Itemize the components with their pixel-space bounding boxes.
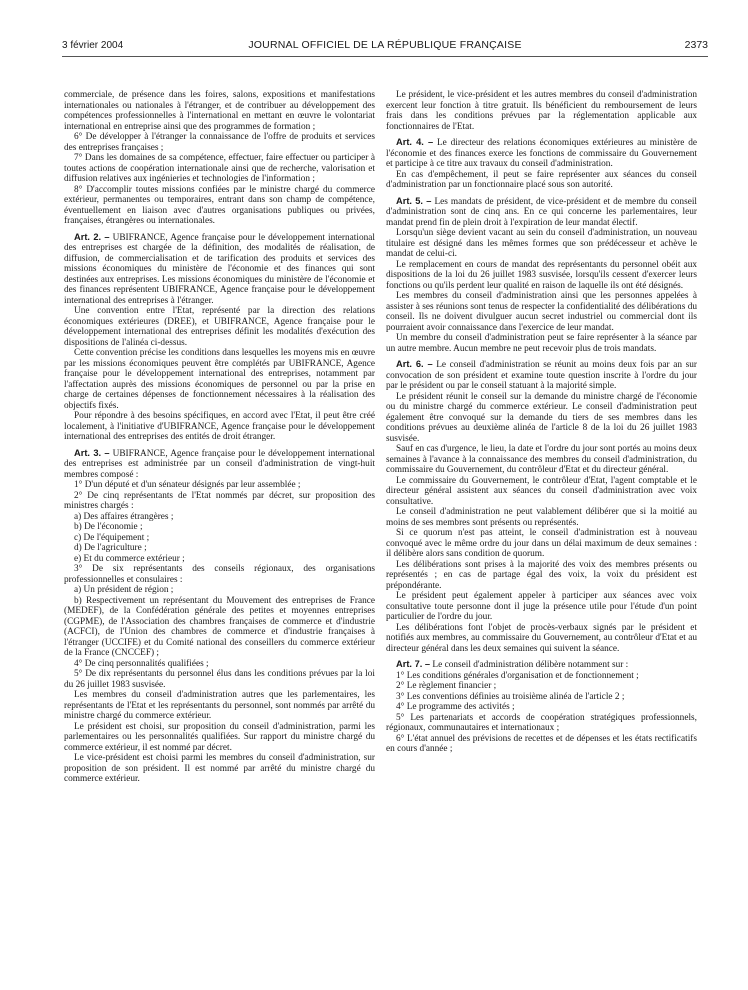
paragraph <box>64 554 375 565</box>
paragraph-text: a) Un président de région ; <box>74 585 174 595</box>
left-column <box>64 90 375 980</box>
paragraph-text: commerciale, de présence dans les foires, salons, expositions et manifestations internationales ou nationales à l'étranger, et de contribuer au développement des compétences professionnelles à l'international en mettant en œuvre le volontariat international en entreprise ainsi que des programmes de formation ; <box>64 90 375 132</box>
paragraph <box>386 170 697 191</box>
paragraph-text: 7° Dans les domaines de sa compétence, effectuer, faire effectuer ou participer à toutes actions de coopération internationale ainsi que de recherche, valorisation et diffusion relatives aux ingénieries et technologies de l'information ; <box>64 153 375 184</box>
paragraph <box>386 623 697 655</box>
paragraph <box>386 444 697 476</box>
paragraph-text: Cette convention précise les conditions dans lesquelles les moyens mis en œuvre par les missions économiques peuvent être complétés par UBIFRANCE, Agence française pour le développement international des entreprises, notamment par l'affectation auprès des missions économiques de personnel ou par la prise en charge de certaines dépenses de fonctionnement nécessaires à la réalisation des objectifs fixés. <box>64 348 375 411</box>
paragraph <box>386 196 697 229</box>
paragraph-text: En cas d'empêchement, il peut se faire représenter aux séances du conseil d'administration par un fonctionnaire placé sous son autorité. <box>386 169 697 190</box>
paragraph <box>386 671 697 682</box>
paragraph-text: Sauf en cas d'urgence, le lieu, la date et l'ordre du jour sont portés au moins deux semaines à l'avance à la connaissance des membres du conseil d'administration, du commissaire du Gouvernement, du contrôleur d'Etat et du directeur général. <box>386 444 697 475</box>
paragraph <box>64 232 375 307</box>
paragraph <box>386 137 697 170</box>
paragraph <box>64 512 375 523</box>
paragraph <box>64 690 375 722</box>
paragraph <box>386 692 697 703</box>
paragraph <box>64 753 375 785</box>
paragraph-text: 1° D'un député et d'un sénateur désignés par leur assemblée ; <box>74 480 301 490</box>
paragraph-text: Le commissaire du Gouvernement, le contrôleur d'Etat, l'agent comptable et le directeur général assistent aux séances du conseil d'administration avec voix consultative. <box>386 475 697 507</box>
paragraph-text: 2° De cinq représentants de l'Etat nommés par décret, sur proposition des ministres chargés : <box>64 490 375 511</box>
paragraph <box>64 480 375 491</box>
paragraph-text: c) De l'équipement ; <box>74 532 150 543</box>
right-column <box>386 90 697 980</box>
paragraph-text: Le président est choisi, sur proposition du conseil d'administration, parmi les parlementaires ou les personnalités qualifiées. Sur rapport du ministre chargé du commerce extérieur, il est nommé par décret. <box>64 721 375 753</box>
paragraph <box>64 348 375 411</box>
paragraph <box>386 528 697 560</box>
article-heading: Art. 7. – <box>396 659 431 669</box>
header-date: 3 février 2004 <box>62 40 124 51</box>
paragraph <box>386 359 697 392</box>
paragraph-text: UBIFRANCE, Agence française pour le développement international des entreprises est chargée de la définition, des modalités de réalisation, de diffusion, de commercialisation et de tarification des produits et services des missions économiques du ministère de l'économie et des finances qui sont destinées aux entreprises. Les missions économiques du ministère de l'économie et des finances représentent UBIFRANCE, Agence française pour le développement international des entreprises à l'étranger. <box>64 232 375 306</box>
paragraph-text: Un membre du conseil d'administration peut se faire représenter à la séance par un autre membre. Aucun membre ne peut recevoir plus de trois mandats. <box>386 333 697 354</box>
article-heading: Art. 6. – <box>396 359 433 369</box>
header-rule <box>62 56 708 57</box>
paragraph <box>386 90 697 132</box>
paragraph-text: Si ce quorum n'est pas atteint, le conseil d'administration est à nouveau convoqué avec le même ordre du jour dans un délai maximum de deux semaines : il délibère alors sans condition de quorum. <box>386 528 697 559</box>
paragraph-text: 3° Les conventions définies au troisième alinéa de l'article 2 ; <box>396 691 625 702</box>
paragraph-text: Les mandats de président, de vice-président et de membre du conseil d'administration sont de cinq ans. En ce qui concerne les parlementaires, leur mandat prend fin de plein droit à l'expiration de leur mandat électif. <box>386 196 697 228</box>
paragraph <box>64 669 375 690</box>
paragraph-text: 4° De cinq personnalités qualifiées ; <box>74 658 209 669</box>
paragraph <box>64 533 375 544</box>
paragraph <box>64 543 375 554</box>
paragraph-text: Le président, le vice-président et les autres membres du conseil d'administration exercent leur fonction à titre gratuit. Ils bénéficient du remboursement de leurs frais dans les conditions prévues par la réglementation applicable aux fonctionnaires de l'Etat. <box>386 90 697 132</box>
paragraph <box>386 333 697 354</box>
paragraph <box>64 448 375 481</box>
paragraph <box>64 596 375 659</box>
paragraph-text: Les délibérations sont prises à la majorité des voix des membres présents ou représentés ; en cas de partage égal des voix, la voix du président est prépondérante. <box>386 559 697 591</box>
paragraph <box>386 507 697 528</box>
paragraph-text: 1° Les conditions générales d'organisation et de fonctionnement ; <box>396 670 639 681</box>
paragraph <box>386 260 697 292</box>
paragraph <box>386 392 697 445</box>
paragraph-text: Pour répondre à des besoins spécifiques, en accord avec l'Etat, il peut être créé localement, à l'initiative d'UBIFRANCE, Agence française pour le développement international des entreprises des entités de droit étranger. <box>64 411 375 442</box>
paragraph-text: 5° Les partenariats et accords de coopération stratégiques professionnels, régionaux, communautaires et internationaux ; <box>386 712 697 733</box>
paragraph-text: Le président peut également appeler à participer aux séances avec voix consultative toute personne dont il juge la présence utile pour l'étude d'un point particulier de l'ordre du jour. <box>386 591 697 622</box>
paragraph <box>386 291 697 333</box>
paragraph <box>64 522 375 533</box>
paragraph-text: Les membres du conseil d'administration ainsi que les personnes appelées à assister à ses réunions sont tenus de respecter la confidentialité des délibérations du conseil. Ils ne doivent divulguer aucun secret industriel ou commercial dont ils pourraient avoir connaissance dans l'exercice de leur mandat. <box>386 291 697 333</box>
article-heading: Art. 3. – <box>74 447 110 458</box>
paragraph <box>64 659 375 670</box>
article-heading: Art. 2. – <box>74 231 110 242</box>
paragraph-text: 6° De développer à l'étranger la connaissance de l'offre de produits et services des entreprises françaises ; <box>64 132 375 153</box>
paragraph-text: Le conseil d'administration se réunit au moins deux fois par an sur convocation de son président et examine toute question inscrite à l'ordre du jour par le président ou par le conseil statuant à la majorité simple. <box>386 360 697 391</box>
paragraph-text: 4° Le programme des activités ; <box>396 702 515 712</box>
paragraph <box>386 734 697 755</box>
paragraph <box>386 681 697 692</box>
paragraph-text: Le conseil d'administration ne peut valablement délibérer que si la moitié au moins de ses membres sont présents ou représentés. <box>386 507 697 528</box>
paragraph-text: e) Et du commerce extérieur ; <box>74 553 185 564</box>
paragraph-text: Le président réunit le conseil sur la demande du ministre chargé de l'économie ou du ministre chargé du commerce extérieur. Le conseil d'administration peut également être convoqué sur la demande du tiers de ses membres dans les conditions prévues au deuxième alinéa de l'article 8 de la loi du 26 juillet 1983 susvisée. <box>386 391 697 444</box>
paragraph-text: Une convention entre l'Etat, représenté par la direction des relations économiques extérieures (DREE), et UBIFRANCE, Agence française pour le développement international des entreprises définit les modalités d'exécution des dispositions de l'alinéa ci-dessus. <box>64 306 375 348</box>
paragraph-text: b) De l'économie ; <box>74 522 143 532</box>
paragraph <box>64 411 375 443</box>
paragraph-text: UBIFRANCE, Agence française pour le développement international des entreprises est administrée par un conseil d'administration de vingt-huit membres composé : <box>64 448 375 480</box>
paragraph-text: b) Respectivement un représentant du Mouvement des entreprises de France (MEDEF), de la Confédération générale des petites et moyennes entreprises (CGPME), de l'Association des chambres françaises de commerce et d'industrie (ACFCI), de l'Union des chambres de commerce et d'industrie françaises à l'étranger (UCCIFE) et du Comité national des conseillers du commerce extérieur de la France (CNCCEF) ; <box>64 595 375 658</box>
paragraph-text: 3° De six représentants des conseils régionaux, des organisations professionnelles et consulaires : <box>64 564 375 585</box>
page-header <box>62 38 708 54</box>
header-title: JOURNAL OFFICIEL DE LA RÉPUBLIQUE FRANÇAISE <box>248 39 522 51</box>
paragraph-text: 6° L'état annuel des prévisions de recettes et de dépenses et les états rectificatifs en cours d'année ; <box>386 733 697 754</box>
paragraph-text: Les membres du conseil d'administration autres que les parlementaires, les représentants de l'Etat et les représentants du personnel, sont nommés par arrêté du ministre chargé du commerce extérieur. <box>64 690 375 721</box>
paragraph <box>386 591 697 623</box>
paragraph <box>386 702 697 713</box>
paragraph-text: 2° Le règlement financier ; <box>396 681 497 691</box>
paragraph-text: Le remplacement en cours de mandat des représentants du personnel obéit aux dispositions de la loi du 26 juillet 1983 susvisée, lorsqu'ils cessent d'exercer leurs fonctions ou qu'ils perdent leur qualité en raison de laquelle ils ont été désignés. <box>386 259 697 291</box>
paragraph <box>64 153 375 185</box>
paragraph-text: Le vice-président est choisi parmi les membres du conseil d'administration, sur proposition de son président. Il est nommé par arrêté du ministre chargé du commerce extérieur. <box>64 753 375 784</box>
paragraph-text: Les délibérations font l'objet de procès-verbaux signés par le président et notifiés aux membres, au commissaire du Gouvernement, au contrôleur d'Etat et au directeur général dans les deux semaines qui suivent la séance. <box>386 622 697 654</box>
paragraph-text: a) Des affaires étrangères ; <box>74 511 174 522</box>
header-page-number: 2373 <box>684 39 708 51</box>
paragraph <box>386 659 697 671</box>
paragraph-text: Le conseil d'administration délibère notamment sur : <box>430 660 629 670</box>
paragraph <box>64 132 375 153</box>
paragraph <box>386 476 697 508</box>
paragraph <box>64 564 375 585</box>
article-heading: Art. 4. – <box>396 137 434 147</box>
paragraph <box>386 560 697 592</box>
paragraph <box>64 185 375 227</box>
paragraph-text: 8° D'accomplir toutes missions confiées par le ministre chargé du commerce extérieur, permanentes ou temporaires, entrant dans son champ de compétence, éventuellement en liaison avec d'autres organisations publiques ou privées, françaises, étrangères ou internationales. <box>64 184 375 226</box>
paragraph <box>64 491 375 512</box>
paragraph-text: d) De l'agriculture ; <box>74 543 147 553</box>
paragraph <box>386 228 697 260</box>
paragraph <box>386 713 697 734</box>
paragraph <box>64 585 375 596</box>
paragraph <box>64 722 375 754</box>
paragraph <box>64 306 375 348</box>
paragraph-text: 5° De dix représentants du personnel élus dans les conditions prévues par la loi du 26 juillet 1983 susvisée. <box>64 669 375 690</box>
paragraph-text: Le directeur des relations économiques extérieures au ministère de l'économie et des finances exerce les fonctions de commissaire du Gouvernement et participe à ce titre aux travaux du conseil d'administration. <box>386 138 697 169</box>
article-heading: Art. 5. – <box>396 195 432 206</box>
paragraph <box>64 90 375 132</box>
paragraph-text: Lorsqu'un siège devient vacant au sein du conseil d'administration, un nouveau titulaire est désigné dans les mêmes formes que son prédécesseur et achève le mandat de celui-ci. <box>386 228 697 259</box>
